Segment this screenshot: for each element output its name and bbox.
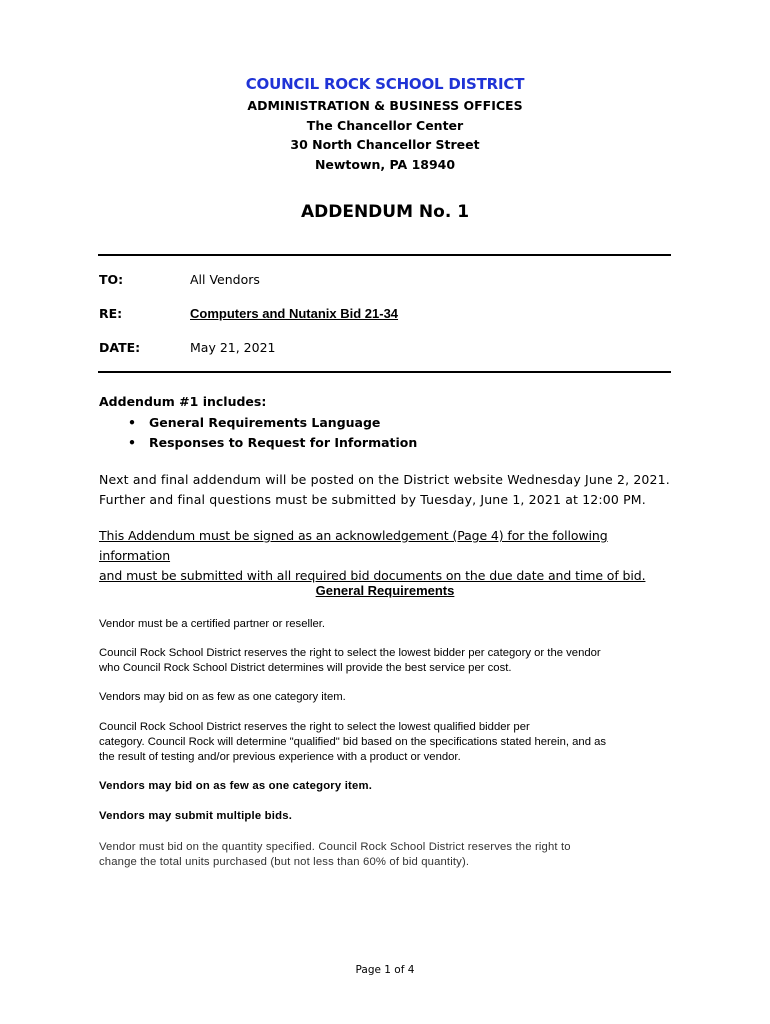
notice-line: Next and final addendum will be posted on the District website Wednesday June 2, 2021. (99, 472, 670, 487)
list-item-text: Responses to Request for Information (149, 435, 418, 450)
paragraph-line: Council Rock School District reserves the right to select the lowest qualified bidder per (99, 721, 530, 733)
paragraph-line: Vendors may bid on as few as one category item. (99, 691, 346, 703)
paragraph-line: who Council Rock School District determines will provide the best service per cost. (99, 662, 512, 674)
requirement-paragraph (99, 809, 679, 824)
top-divider (98, 254, 671, 256)
paragraph-line: Vendor must bid on the quantity specified. Council Rock School District reserves the right to (99, 841, 571, 853)
bullet-icon: • (128, 415, 136, 430)
requirement-paragraph (99, 840, 679, 870)
center-line: The Chancellor Center (306, 117, 464, 133)
includes-list (128, 413, 417, 453)
addendum-title: ADDENDUM No. 1 (300, 202, 470, 222)
paragraph-line: Vendors may bid on as few as one category item. (99, 780, 373, 792)
general-requirements-heading: General Requirements (315, 583, 455, 598)
date-label: DATE: (99, 340, 141, 355)
signature-notice (99, 526, 674, 586)
to-value: All Vendors (190, 272, 260, 287)
bottom-divider (98, 371, 671, 373)
date-value: May 21, 2021 (190, 340, 276, 355)
re-label: RE: (99, 306, 123, 321)
paragraph-line: change the total units purchased (but not less than 60% of bid quantity). (99, 856, 470, 868)
requirement-paragraph (99, 617, 679, 632)
paragraph-line: category. Council Rock will determine "qualified" bid based on the specifications stated herein, and as (99, 736, 607, 748)
paragraph-line: Vendors may submit multiple bids. (99, 810, 293, 822)
page-number: Page 1 of 4 (355, 964, 415, 976)
letterhead-address (0, 96, 770, 174)
list-item-text: General Requirements Language (149, 415, 381, 430)
includes-heading: Addendum #1 includes: (99, 394, 267, 409)
requirement-paragraph (99, 720, 679, 765)
list-item (128, 433, 417, 453)
requirement-paragraph (99, 779, 679, 794)
to-label: TO: (99, 272, 124, 287)
notice-line: Further and final questions must be submitted by Tuesday, June 1, 2021 at 12:00 PM. (99, 492, 646, 507)
list-item (128, 413, 417, 433)
next-addendum-notice (99, 470, 674, 510)
paragraph-line: the result of testing and/or previous experience with a product or vendor. (99, 751, 461, 763)
street-line: 30 North Chancellor Street (290, 137, 480, 152)
paragraph-line: Vendor must be a certified partner or reseller. (99, 618, 326, 630)
district-title: COUNCIL ROCK SCHOOL DISTRICT (245, 75, 525, 93)
notice-line: and must be submitted with all required bid documents on the due date and time of bid. (99, 568, 646, 583)
paragraph-line: Council Rock School District reserves the right to select the lowest bidder per category or the vendor (99, 647, 601, 659)
re-value: Computers and Nutanix Bid 21-34 (190, 306, 399, 321)
offices-line: ADMINISTRATION & BUSINESS OFFICES (247, 98, 523, 113)
city-line: Newtown, PA 18940 (314, 156, 456, 172)
requirement-paragraph (99, 646, 679, 676)
notice-line: This Addendum must be signed as an acknowledgement (Page 4) for the following information (99, 528, 608, 563)
requirement-paragraph (99, 690, 679, 705)
bullet-icon: • (128, 435, 136, 450)
